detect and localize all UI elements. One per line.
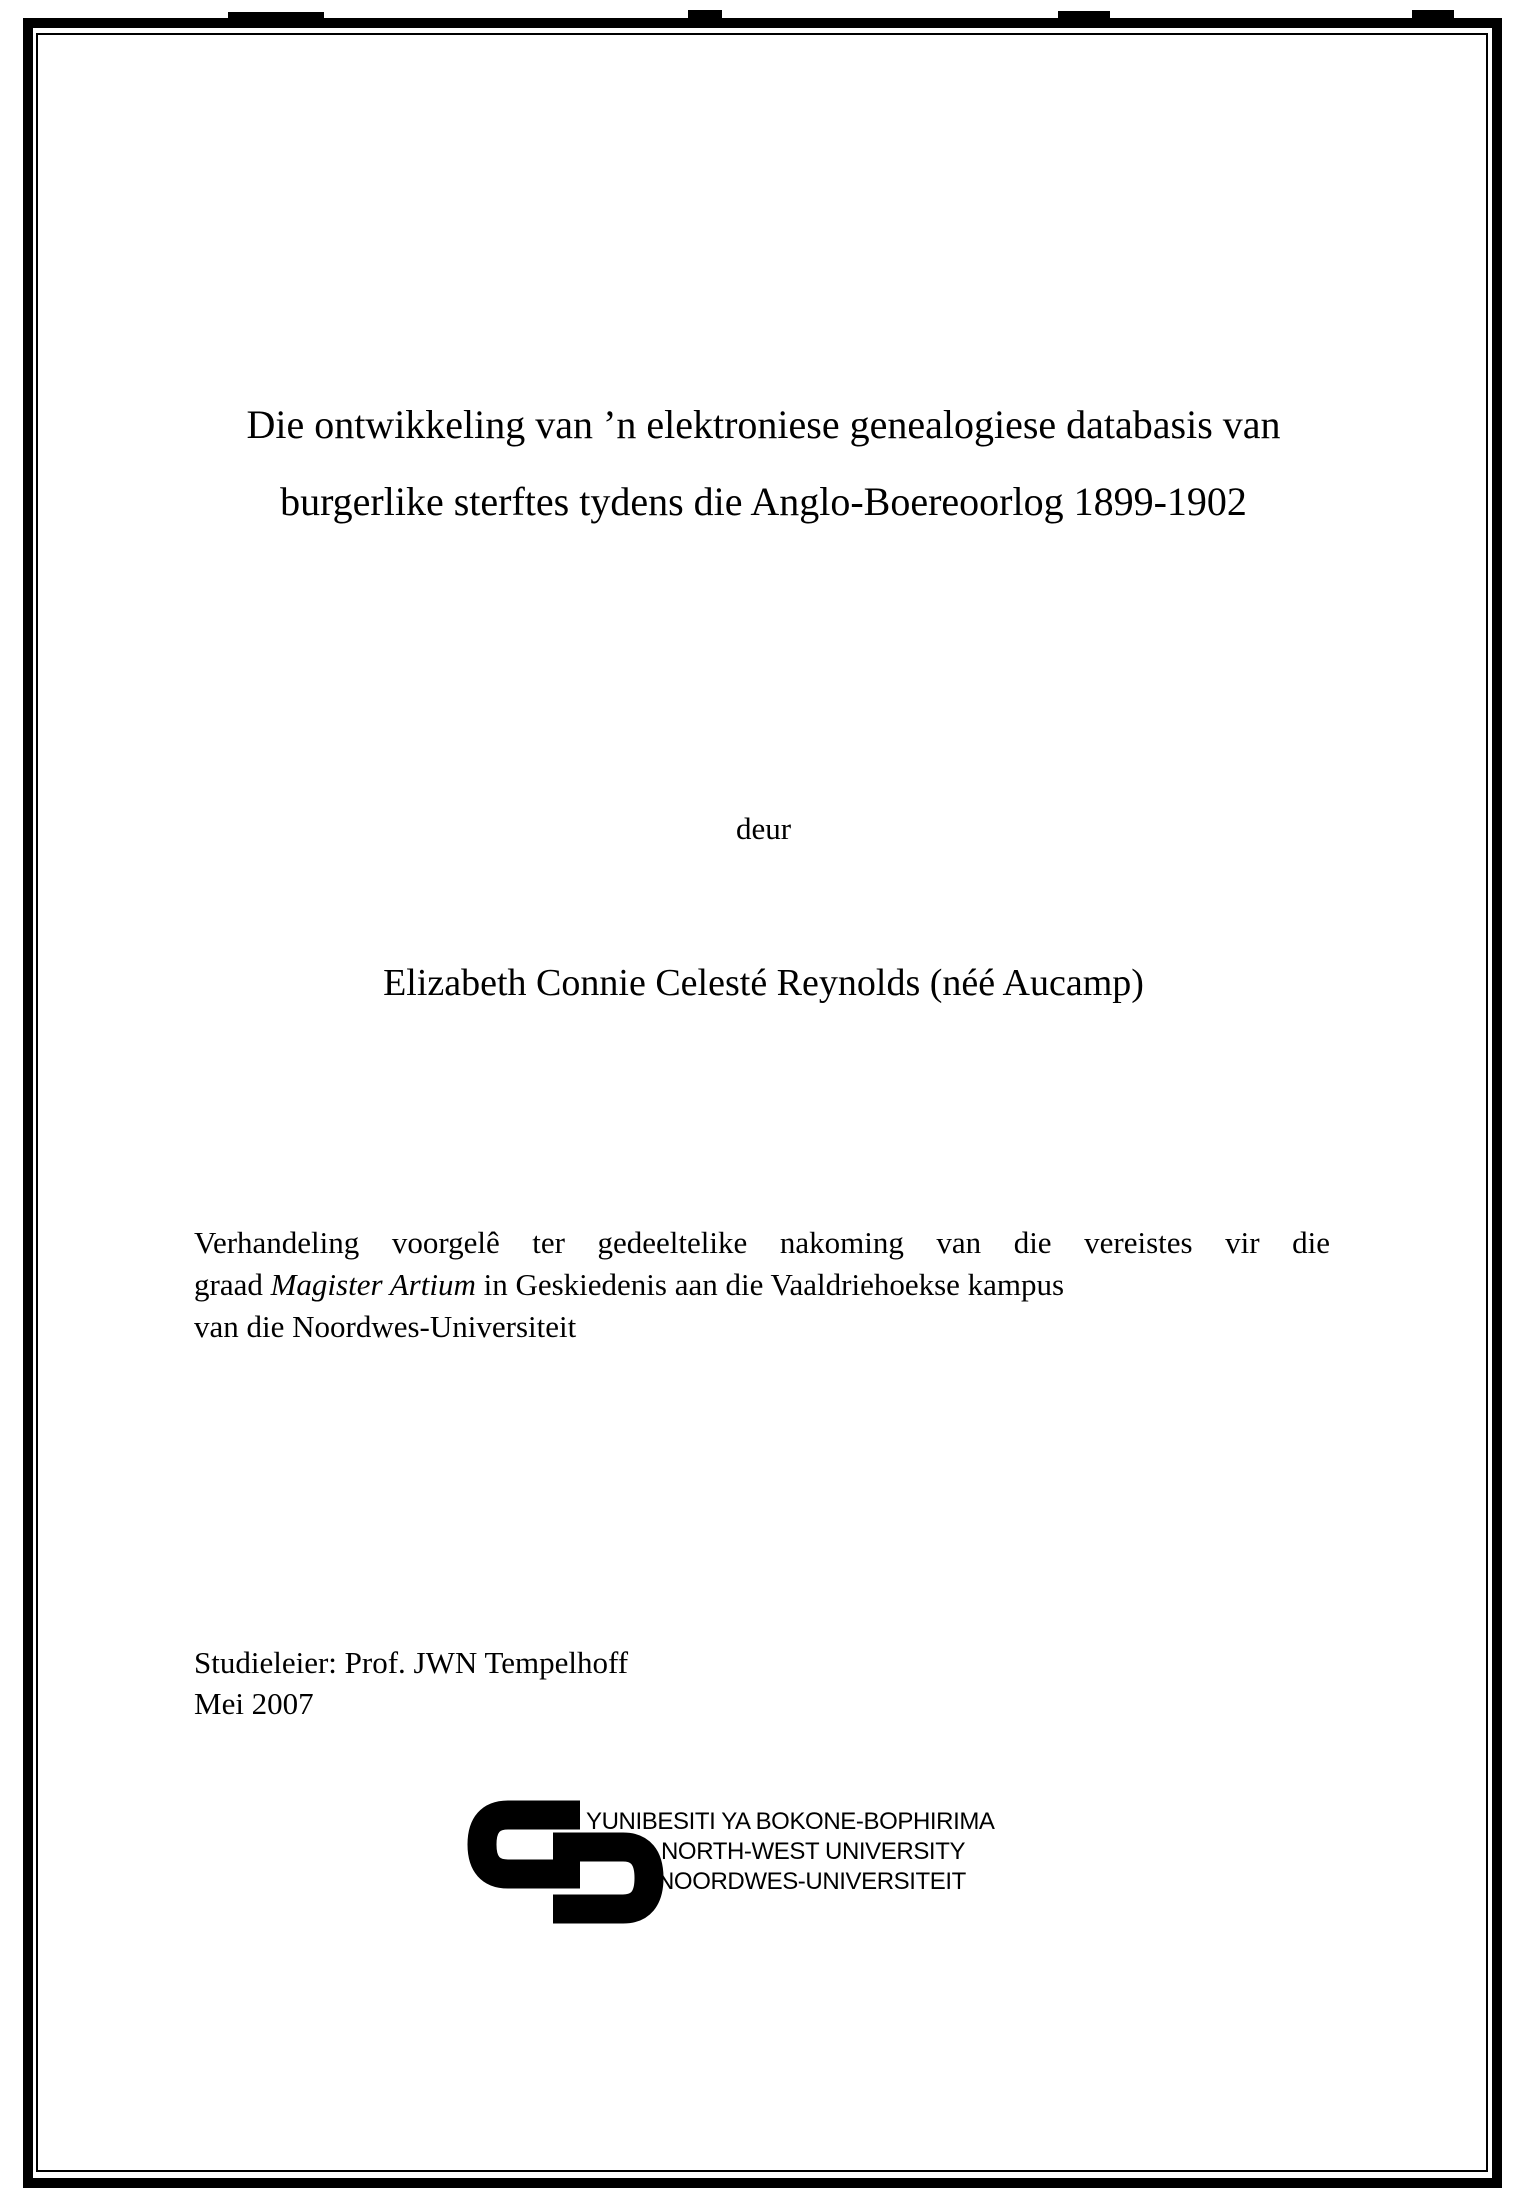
degree-statement-line-1: Verhandeling voorgelê ter gedeeltelike nakoming van die vereistes vir die (194, 1225, 1330, 1260)
scan-artifact (688, 10, 722, 21)
degree-name-italic: Magister Artium (270, 1267, 476, 1302)
author-name: Elizabeth Connie Celesté Reynolds (néé Aucamp) (383, 962, 1144, 1004)
supervisor-block (194, 1642, 628, 1724)
logo-text-english: NORTH-WEST UNIVERSITY (661, 1838, 966, 1865)
scan-artifact (228, 12, 324, 21)
scan-artifact (1412, 10, 1454, 20)
scan-artifact (1058, 11, 1110, 21)
supervisor-line: Studieleier: Prof. JWN Tempelhoff (194, 1645, 629, 1680)
thesis-title-line-2: burgerlike sterftes tydens die Anglo-Boereoorlog 1899-1902 (280, 479, 1247, 524)
logo-text-afrikaans: NOORDWES-UNIVERSITEIT (657, 1868, 966, 1895)
degree-statement-line-2 (194, 1264, 1330, 1306)
thesis-title-line-1: Die ontwikkeling van ’n elektroniese genealogiese databasis van (246, 402, 1281, 447)
logo-text-setswana: YUNIBESITI YA BOKONE-BOPHIRIMA (586, 1808, 995, 1835)
degree-statement-line-3: van die Noordwes-Universiteit (194, 1309, 577, 1344)
degree-statement (194, 1222, 1330, 1348)
degree-statement-line-2-prefix: graad (194, 1267, 271, 1302)
byline: deur (735, 811, 792, 846)
degree-statement-line-2-suffix: in Geskiedenis aan die Vaaldriehoekse kampus (475, 1267, 1065, 1302)
date-line: Mei 2007 (194, 1686, 314, 1721)
